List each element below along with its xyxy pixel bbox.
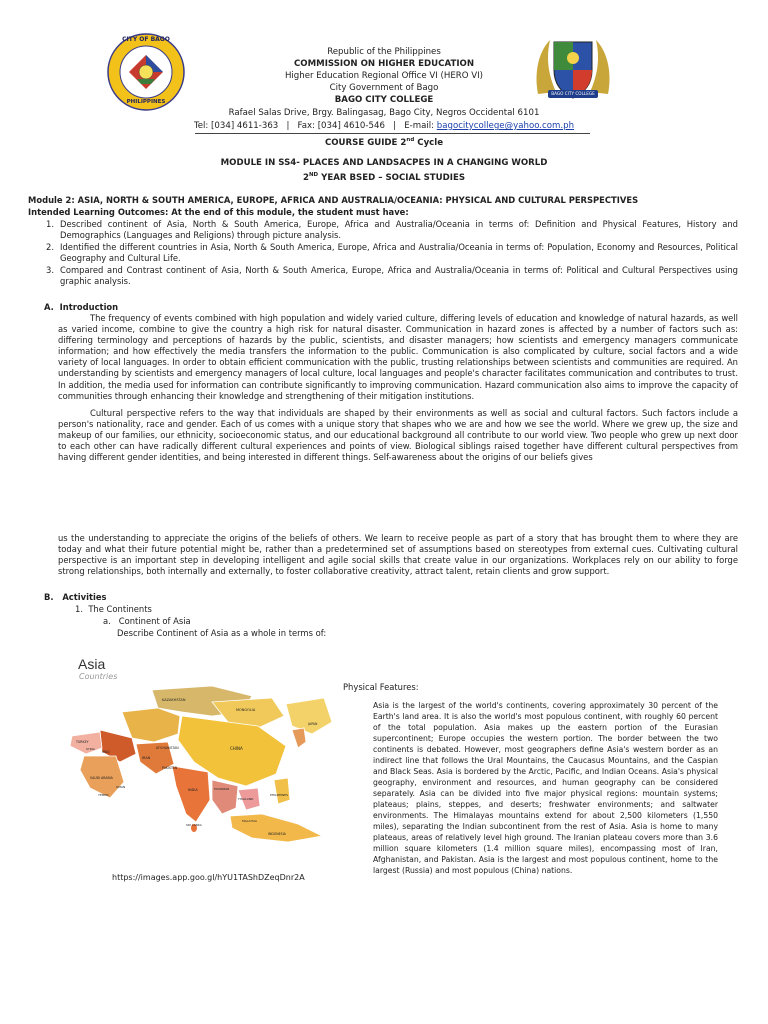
map-label: YEMEN <box>98 793 109 797</box>
physical-features-text: Asia is the largest of the world's continents, covering approximately 30 percent of the Earth's land area. It is also the world's most populous continent, with roughly 60 percent of the total population. Asia makes up the eastern portion of the Eurasian supercontinent; Europe occupies the western portion. The border between the two continents is debated. However, most geographers define Asia's western border as an indirect line that follows the Ural Mountains, the Caucasus Mountains, and the Caspian and Black Seas. Asia is bordered by the Arctic, Pacific, and Indian Oceans. Asia's physical geography, environment and resources, and human geography can be considered separately. Asia can be divided into five major physical regions: mountain systems; plateaus; plains, steppes, and deserts; freshwater environments; and saltwater environments. The Himalayas mountains extend for about 2,500 kilometers (1,550 miles), separating the Indian subcontinent from the rest of Asia. Asia is home to many plateaus, areas of relatively level high ground. The Iranian plateau covers more than 3.6 million square kilometers (1.4 million square miles), encompassing most of Iran, Afghanistan, and Pakistan. Asia is the largest and most populous continent, home to the largest (Russia) and most populous (China) nations. <box>373 701 718 875</box>
college-seal-ribbon-text: BAGO CITY COLLEGE <box>551 91 595 96</box>
module-title: MODULE IN SS4- PLACES AND LANDSACPES IN A CHANGING WORLD <box>220 158 548 168</box>
activity-instruction: Describe Continent of Asia as a whole in terms of: <box>117 628 327 638</box>
physical-features-label: Physical Features: <box>343 682 419 692</box>
activity-item-continents: 1. The Continents <box>75 604 152 614</box>
asia-map-title: Asia <box>78 656 106 672</box>
map-label: JAPAN <box>308 722 318 726</box>
map-label: IRAQ <box>102 750 110 754</box>
header-address: Rafael Salas Drive, Brgy. Balingasag, Bago City, Negros Occidental 6101 <box>228 108 540 118</box>
map-label: IRAN <box>142 756 151 760</box>
asia-countries-map <box>62 682 336 852</box>
course-guide: COURSE GUIDE 2nd Cycle <box>324 137 444 148</box>
map-label: SRI LANKA <box>186 823 202 827</box>
contact-text: Tel: [034] 4611-363 | Fax: [034] 4610-546 | E-mail: <box>193 121 437 131</box>
header-contact <box>0 121 768 132</box>
header-region: Higher Education Regional Office VI (HERO VI) <box>284 71 484 81</box>
outcome-item: 3. Compared and Contrast continent of Asia, North & South America, Europe, Africa and Australia/Oceania in terms of: Political and Cultural Perspectives using graphic analysis. <box>46 265 738 287</box>
map-label: AFGHANISTAN <box>156 746 179 750</box>
header-college: BAGO CITY COLLEGE <box>334 95 434 105</box>
intro-paragraph-2: Cultural perspective refers to the way that individuals are shaped by their environments as well as social and cultural factors. Such factors include a person's nationality, race and gender. Each of us comes with a unique story that shapes who we are and how we see the world. Where we grew up, the size and makeup of our families, our ethnicity, socioeconomic status, and our educational background all contribute to our world view. Two people who grew up next door to each other can have radically different cultural experiences and points of view. Biological siblings raised together have different cultural perspectives from having different gender identities, and being interested in different things. Self-awareness about the origins of our beliefs gives <box>58 408 738 463</box>
email-link[interactable]: bagocitycollege@yahoo.com.ph <box>436 121 575 131</box>
module-heading: Module 2: ASIA, NORTH & SOUTH AMERICA, EUROPE, AFRICA AND AUSTRALIA/OCEANIA: PHYSICAL AND CULTURAL PERSPECTIVES <box>28 195 639 205</box>
asia-map-subtitle: Countries <box>79 672 118 681</box>
header-city-gov: City Government of Bago <box>329 83 439 93</box>
seal-bottom-text: PHILIPPINES <box>126 99 166 105</box>
map-label: THAILAND <box>238 797 254 801</box>
map-label: SYRIA <box>86 747 95 751</box>
outcome-item: 2. Identified the different countries in Asia, North & South America, Europe, Africa and Australia/Oceania in terms of: Population, Economy and Resources, Political Geography and Cultural Life. <box>46 242 738 264</box>
map-label: PAKISTAN <box>162 766 178 770</box>
map-label: KAZAKHSTAN <box>162 698 186 702</box>
header-republic: Republic of the Philippines <box>327 47 441 57</box>
intro-paragraph-3: us the understanding to appreciate the origins of the beliefs of others. We learn to receive people as part of a story that has brought them to where they are today and what their future potential might be, rather than a predetermined set of assumptions based on stereotypes from external cues. Cultivating cultural perspective is an important step in developing intelligent and agile social skills that create value in our organizations. Workplaces rely on our ability to forge strong relationships, both internally and externally, to foster collaborative creativity, attract talent, retain clients and grow support. <box>58 533 738 577</box>
map-label: PHILIPPINES <box>270 793 289 797</box>
map-label: MYANMAR <box>214 787 230 791</box>
contact-underline <box>195 133 590 134</box>
map-label: MONGOLIA <box>236 708 256 712</box>
map-source-caption: https://images.app.goo.gl/hYU1TAShDZeqDnr2A <box>112 873 305 882</box>
map-label: MALAYSIA <box>242 819 257 823</box>
map-label: INDIA <box>188 788 198 792</box>
learning-outcomes-list <box>44 219 738 289</box>
map-label: INDONESIA <box>268 832 286 836</box>
intro-paragraph-1: The frequency of events combined with high population and widely varied culture, differing levels of education and knowledge of natural hazards, as well as varied income, combine to give the country a high risk for natural disaster. Communication in hazard zones is affected by a number of factors such as: differing terminology and perceptions of hazards by the public, scientists, and disaster managers; how scientists and emergency managers communicate information; and how effectively the media transfers the information to the public. Communication is also complicated by culture, social factors and a wide variety of local languages. In order to obtain efficient communication with the public, trusting relationships between scientists and communities are required. An understanding by scientists and emergency managers of local culture, local languages and people's character facilitates communication and contributes to trust. In addition, the media used for information can contribute significantly to improving communication. Hazard communication also aims to improve the capacity of communities through enhancing their knowledge and strengthening of their mitigation institutions. <box>58 313 738 401</box>
seal-top-text: CITY OF BAGO <box>122 36 170 43</box>
map-label: TURKEY <box>76 740 89 744</box>
learning-outcomes-label: Intended Learning Outcomes: At the end of this module, the student must have: <box>28 207 409 217</box>
intro-heading: A. Introduction <box>44 302 119 312</box>
module-subtitle: 2ND YEAR BSED – SOCIAL STUDIES <box>302 172 466 183</box>
header-ched: COMMISSION ON HIGHER EDUCATION <box>293 59 475 69</box>
outcome-item: 1. Described continent of Asia, North & South America, Europe, Africa and Australia/Oceania in terms of: Definition and Physical Features, History and Demographics (Languages and Religions) through picture analysis. <box>46 219 738 241</box>
activity-item-asia: a. Continent of Asia <box>103 616 191 626</box>
activities-heading: B. Activities <box>44 592 107 602</box>
map-label: OMAN <box>116 785 126 789</box>
map-label: SAUDI ARABIA <box>90 776 113 780</box>
map-label: CHINA <box>230 746 243 751</box>
